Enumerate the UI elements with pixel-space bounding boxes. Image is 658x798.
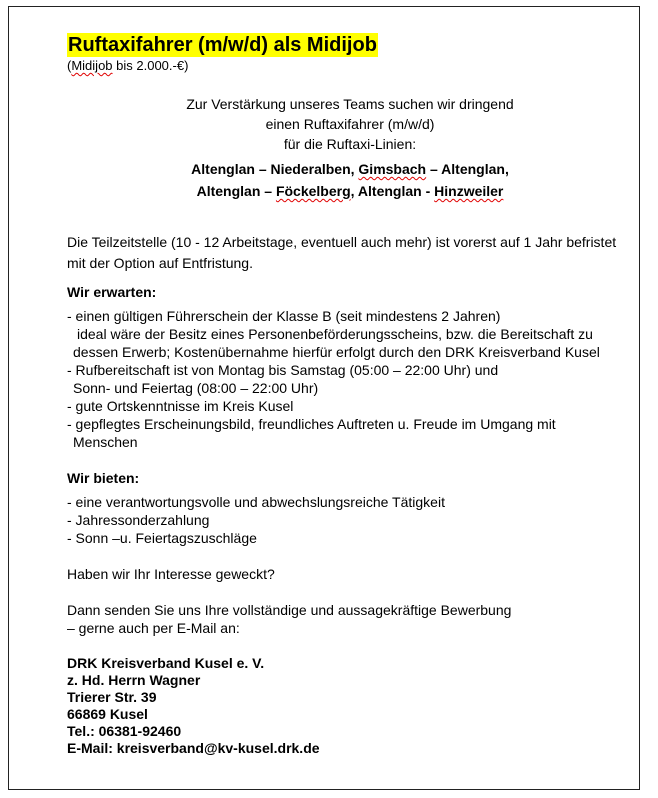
list-item: - Sonn –u. Feiertagszuschläge — [67, 530, 257, 546]
intro-line: einen Ruftaxifahrer (m/w/d) — [265, 116, 435, 132]
job-subtitle: (Midijob bis 2.000.-€) — [67, 58, 189, 73]
expect-heading: Wir erwarten: — [67, 284, 157, 300]
contact-person: z. Hd. Herrn Wagner — [67, 672, 201, 688]
list-item: - gute Ortskenntnisse im Kreis Kusel — [67, 398, 294, 414]
expect-list — [67, 307, 633, 451]
list-item: - Rufbereitschaft ist von Montag bis Samstag (05:00 – 22:00 Uhr) und Sonn- und Feiertag (08:00 – 22:00 Uhr) — [67, 362, 499, 396]
apply-text: Dann senden Sie uns Ihre vollständige und aussagekräftige Bewerbung – gerne auch per E-Mail an: — [67, 602, 512, 636]
list-item: - Jahressonderzahlung — [67, 512, 210, 528]
part-time-paragraph: Die Teilzeitstelle (10 - 12 Arbeitstage, eventuell auch mehr) ist vorerst auf 1 Jahr befristet mit der Option auf Entfristung. — [67, 234, 617, 271]
offer-heading: Wir bieten: — [67, 470, 140, 486]
intro-line: Zur Verstärkung unseres Teams suchen wir dringend — [186, 96, 514, 112]
list-item: - eine verantwortungsvolle und abwechslungsreiche Tätigkeit — [67, 494, 445, 510]
contact-email: E-Mail: kreisverband@kv-kusel.drk.de — [67, 740, 320, 756]
route-line-2: Altenglan – Föckelberg, Altenglan - Hinzweiler — [196, 183, 504, 199]
route-list — [67, 158, 633, 202]
contact-org: DRK Kreisverband Kusel e. V. — [67, 655, 265, 671]
contact-block — [67, 655, 633, 757]
contact-phone: Tel.: 06381-92460 — [67, 723, 182, 739]
intro-line: für die Ruftaxi-Linien: — [283, 136, 417, 152]
job-title: Ruftaxifahrer (m/w/d) als Midijob — [68, 34, 377, 56]
question-text: Haben wir Ihr Interesse geweckt? — [67, 566, 275, 582]
list-item: - gepflegtes Erscheinungsbild, freundliches Auftreten u. Freude im Umgang mit Menschen — [67, 416, 556, 450]
offer-list — [67, 493, 633, 547]
list-item: - einen gültigen Führerschein der Klasse B (seit mindestens 2 Jahren) ideal wäre der Besitz eines Personenbeförderungsscheins, bzw. die Bereitschaft zu dessen Erwerb; Kostenübernahme hierfür erfolgt durch den DRK Kreisverband Kusel — [67, 308, 600, 360]
contact-city: 66869 Kusel — [67, 706, 148, 722]
contact-street: Trierer Str. 39 — [67, 689, 157, 705]
document-page — [8, 6, 640, 790]
route-line-1: Altenglan – Niederalben, Gimsbach – Altenglan, — [191, 161, 509, 177]
spellcheck-word: Midijob — [71, 58, 113, 73]
document-body — [67, 33, 633, 757]
intro-block — [67, 94, 633, 154]
